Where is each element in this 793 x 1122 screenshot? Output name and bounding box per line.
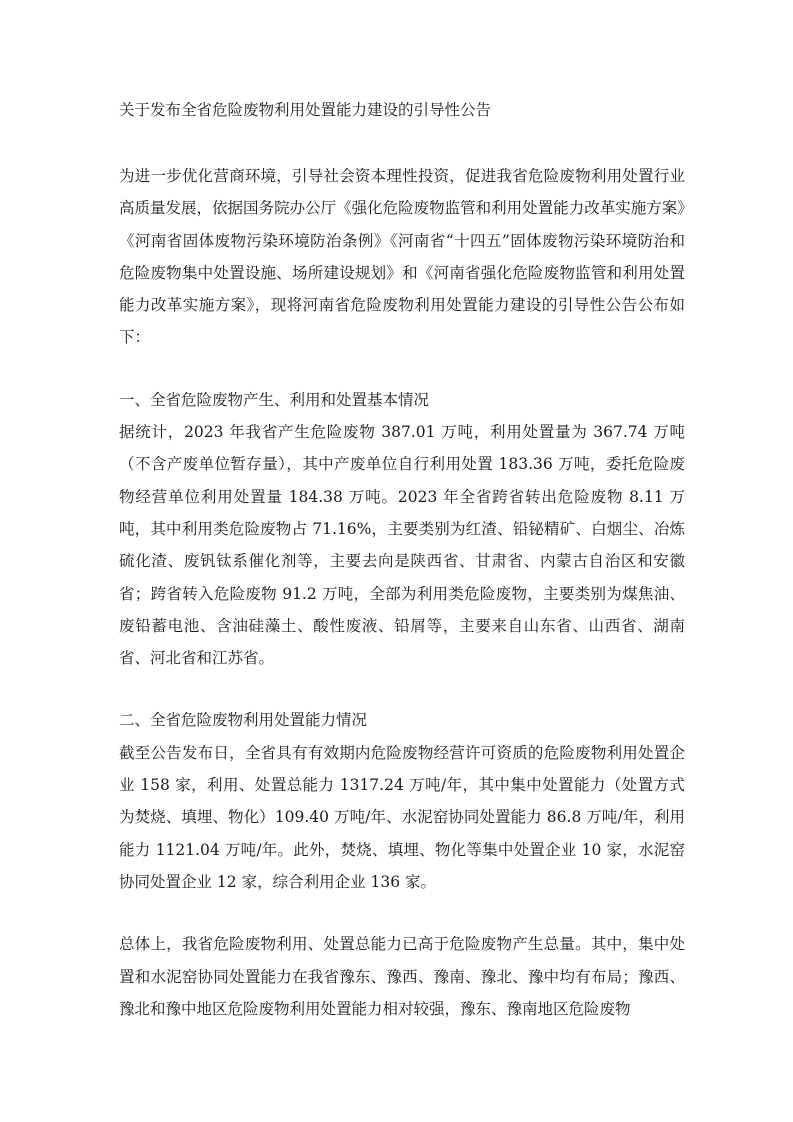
- intro-paragraph: 为进一步优化营商环境，引导社会资本理性投资，促进我省危险废物利用处置行业高质量发展，依据国务院办公厅《强化危险废物监管和利用处置能力改革实施方案》《河南省固体废物污染环境防治条例》《河南省“十四五”固体废物污染环境防治和危险废物集中处置设施、场所建设规划》和《河南省强化危险废物监管和利用处置能力改革实施方案》，现将河南省危险废物利用处置能力建设的引导性公告公布如下：: [119, 167, 685, 347]
- document-title: 关于发布全省危险废物利用处置能力建设的引导性公告: [119, 101, 492, 119]
- section-1: [119, 384, 685, 675]
- summary-paragraph: 总体上，我省危险废物利用、处置总能力已高于危险废物产生总量。其中，集中处置和水泥窑协同处置能力在我省豫东、豫西、豫南、豫北、豫中均有布局；豫西、豫北和豫中地区危险废物利用处置能力相对较强，豫东、豫南地区危险废物: [119, 935, 685, 1018]
- document-page: [119, 98, 685, 1055]
- section-body: 据统计，2023 年我省产生危险废物 387.01 万吨，利用处置量为 367.74 万吨（不含产废单位暂存量），其中产废单位自行利用处置 183.36 万吨，委托危险废物经营单位利用处置量 184.38 万吨。2023 年全省跨省转出危险废物 8.11 万吨，其中利用类危险废物占 71.16%，主要类别为红渣、铅铋精矿、白烟尘、冶炼硫化渣、废钒钛系催化剂等，主要去向是陕西省、甘肃省、内蒙古自治区和安徽省；跨省转入危险废物 91.2 万吨，全部为利用类危险废物，主要类别为煤焦油、废铅蓄电池、含油硅藻土、酸性废液、铅屑等，主要来自山东省、山西省、湖南省、河北省和江苏省。: [119, 423, 685, 668]
- section-heading: 二、全省危险废物利用处置能力情况: [119, 711, 368, 730]
- section-body: 截至公告发布日，全省具有有效期内危险废物经营许可资质的危险废物利用处置企业 158 家，利用、处置总能力 1317.24 万吨/年，其中集中处置能力（处置方式为焚烧、填埋、物化）109.40 万吨/年、水泥窑协同处置能力 86.8 万吨/年，利用能力 1121.04 万吨/年。此外，焚烧、填埋、物化等集中处置企业 10 家，水泥窑协同处置企业 12 家，综合利用企业 136 家。: [119, 743, 685, 891]
- section-heading: 一、全省危险废物产生、利用和处置基本情况: [119, 390, 430, 409]
- section-2: [119, 704, 685, 898]
